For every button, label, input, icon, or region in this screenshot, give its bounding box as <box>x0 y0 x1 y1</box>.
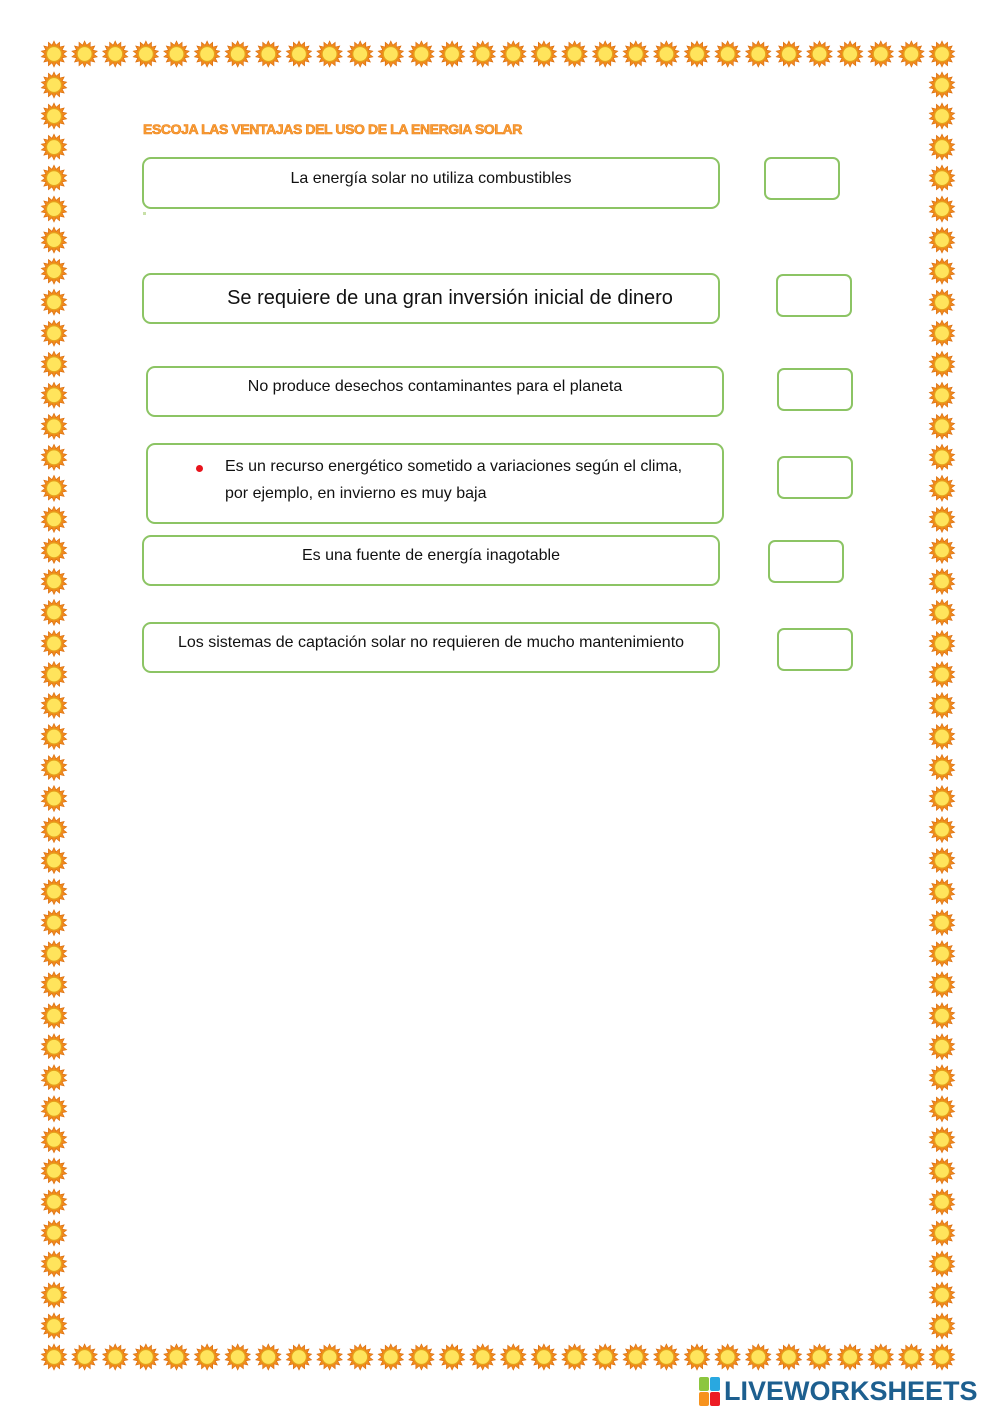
sun-icon <box>929 289 954 315</box>
sun-icon <box>715 41 740 67</box>
statement-text-3: No produce desechos contaminantes para el planeta <box>247 378 623 395</box>
sun-icon <box>41 972 66 998</box>
sun-icon <box>41 817 66 843</box>
sun-icon <box>929 1220 954 1246</box>
answer-box-4[interactable] <box>777 456 853 499</box>
sun-icon <box>41 289 66 315</box>
sun-icon <box>899 41 924 67</box>
sun-icon <box>133 41 158 67</box>
liveworksheets-logo-icon <box>699 1377 721 1407</box>
sun-icon <box>868 41 893 67</box>
sun-icon <box>929 103 954 129</box>
sun-icon <box>194 41 219 67</box>
sun-icon <box>776 1344 801 1370</box>
sun-icon <box>72 41 97 67</box>
sun-icon <box>41 879 66 905</box>
sun-icon <box>41 134 66 160</box>
sun-icon <box>838 1344 863 1370</box>
sun-icon <box>41 382 66 408</box>
sun-icon <box>929 1034 954 1060</box>
sun-icon <box>317 1344 342 1370</box>
sun-icon <box>654 1344 679 1370</box>
page-title: ESCOJA LAS VENTAJAS DEL USO DE LA ENERGIA SOLAR <box>143 121 522 137</box>
sun-icon <box>807 41 832 67</box>
sun-icon <box>929 568 954 594</box>
sun-icon <box>41 1251 66 1277</box>
sun-icon <box>899 1344 924 1370</box>
statement-box-3 <box>146 366 724 417</box>
sun-icon <box>623 41 648 67</box>
sun-icon <box>929 693 954 719</box>
sun-icon <box>929 134 954 160</box>
sun-icon <box>41 693 66 719</box>
sun-icon <box>225 41 250 67</box>
answer-box-6[interactable] <box>777 628 853 671</box>
sun-icon <box>929 258 954 284</box>
sun-icon <box>439 1344 464 1370</box>
sun-icon <box>715 1344 740 1370</box>
sun-icon <box>593 41 618 67</box>
sun-icon <box>684 41 709 67</box>
statement-box-4 <box>146 443 724 524</box>
sun-icon <box>41 568 66 594</box>
sun-icon <box>164 41 189 67</box>
sun-icon <box>41 227 66 253</box>
liveworksheets-logo <box>699 1376 978 1407</box>
sun-icon <box>929 1344 954 1370</box>
sun-icon <box>929 724 954 750</box>
sun-icon <box>439 41 464 67</box>
sun-icon <box>41 662 66 688</box>
sun-icon <box>929 1065 954 1091</box>
sun-icon <box>531 1344 556 1370</box>
sun-icon <box>41 413 66 439</box>
sun-icon <box>776 41 801 67</box>
sun-icon <box>929 786 954 812</box>
sun-icon <box>929 1096 954 1122</box>
sun-icon <box>838 41 863 67</box>
sun-icon <box>929 72 954 98</box>
sun-icon <box>409 41 434 67</box>
sun-icon <box>654 41 679 67</box>
sun-icon <box>317 41 342 67</box>
sun-icon <box>41 320 66 346</box>
sun-icon <box>41 786 66 812</box>
sun-icon <box>929 1189 954 1215</box>
sun-icon <box>164 1344 189 1370</box>
sun-icon <box>41 1220 66 1246</box>
stray-mark <box>143 212 146 215</box>
sun-icon <box>41 1189 66 1215</box>
answer-box-3[interactable] <box>777 368 853 411</box>
sun-icon <box>929 599 954 625</box>
sun-icon <box>41 351 66 377</box>
sun-icon <box>103 1344 128 1370</box>
sun-icon <box>41 444 66 470</box>
statement-text-6: Los sistemas de captación solar no requieren de mucho mantenimiento <box>177 634 685 651</box>
sun-icon <box>256 1344 281 1370</box>
sun-icon <box>41 258 66 284</box>
sun-icon <box>41 724 66 750</box>
sun-icon <box>286 1344 311 1370</box>
sun-icon <box>41 755 66 781</box>
statement-box-1 <box>142 157 720 209</box>
sun-icon <box>929 382 954 408</box>
sun-icon <box>929 1158 954 1184</box>
sun-icon <box>41 941 66 967</box>
sun-icon <box>929 879 954 905</box>
sun-icon <box>929 444 954 470</box>
sun-icon <box>41 72 66 98</box>
sun-icon <box>746 41 771 67</box>
sun-icon <box>72 1344 97 1370</box>
sun-icon <box>929 1127 954 1153</box>
statement-box-5 <box>142 535 720 586</box>
statement-text-4-line1: Es un recurso energético sometido a variaciones según el clima, <box>225 458 683 475</box>
sun-icon <box>41 1313 66 1339</box>
sun-icon <box>746 1344 771 1370</box>
statement-text-5: Es una fuente de energía inagotable <box>302 547 560 564</box>
sun-icon <box>41 1282 66 1308</box>
sun-icon <box>929 41 954 67</box>
sun-icon <box>41 475 66 501</box>
sun-icon <box>133 1344 158 1370</box>
sun-icon <box>929 165 954 191</box>
statement-text-2: Se requiere de una gran inversión inicial de dinero <box>227 287 673 309</box>
sun-icon <box>409 1344 434 1370</box>
sun-icon <box>562 1344 587 1370</box>
sun-icon <box>378 1344 403 1370</box>
sun-icon <box>41 1344 66 1370</box>
sun-icon <box>929 196 954 222</box>
sun-icon <box>929 413 954 439</box>
answer-box-2[interactable] <box>776 274 852 317</box>
sun-icon <box>103 41 128 67</box>
sun-icon <box>41 1003 66 1029</box>
sun-icon <box>929 320 954 346</box>
sun-icon <box>41 1127 66 1153</box>
sun-icon <box>562 41 587 67</box>
sun-icon <box>929 227 954 253</box>
sun-icon <box>501 41 526 67</box>
sun-icon <box>929 351 954 377</box>
answer-box-5[interactable] <box>768 540 844 583</box>
sun-icon <box>194 1344 219 1370</box>
sun-icon <box>41 910 66 936</box>
sun-icon <box>929 662 954 688</box>
statement-box-2 <box>142 273 720 324</box>
sun-icon <box>41 196 66 222</box>
sun-icon <box>929 1003 954 1029</box>
sun-icon <box>41 165 66 191</box>
brand-name: LIVEWORKSHEETS <box>724 1376 978 1406</box>
sun-icon <box>470 41 495 67</box>
sun-icon <box>684 1344 709 1370</box>
statement-text-1: La energía solar no utiliza combustibles <box>290 170 572 187</box>
sun-icon <box>929 941 954 967</box>
sun-icon <box>286 41 311 67</box>
sun-icon <box>41 537 66 563</box>
sun-icon <box>41 41 66 67</box>
sun-icon <box>929 537 954 563</box>
sun-icon <box>929 817 954 843</box>
sun-icon <box>470 1344 495 1370</box>
sun-icon <box>41 599 66 625</box>
sun-icon <box>807 1344 832 1370</box>
sun-icon <box>41 103 66 129</box>
sun-icon <box>501 1344 526 1370</box>
sun-icon <box>225 1344 250 1370</box>
sun-icon <box>41 1034 66 1060</box>
sun-icon <box>593 1344 618 1370</box>
sun-icon <box>929 1282 954 1308</box>
answer-box-1[interactable] <box>764 157 840 200</box>
sun-icon <box>929 848 954 874</box>
statement-box-6 <box>142 622 720 673</box>
sun-icon <box>41 631 66 657</box>
sun-icon <box>929 972 954 998</box>
sun-icon <box>378 41 403 67</box>
sun-icon <box>531 41 556 67</box>
sun-icon <box>41 1096 66 1122</box>
sun-icon <box>868 1344 893 1370</box>
sun-icon <box>41 848 66 874</box>
sun-icon <box>256 41 281 67</box>
bullet-icon <box>196 465 203 472</box>
sun-icon <box>348 41 373 67</box>
sun-icon <box>623 1344 648 1370</box>
sun-icon <box>348 1344 373 1370</box>
statement-text-4-line2: por ejemplo, en invierno es muy baja <box>225 485 487 502</box>
sun-icon <box>929 475 954 501</box>
sun-icon <box>41 1158 66 1184</box>
sun-icon <box>929 910 954 936</box>
sun-icon <box>929 631 954 657</box>
sun-icon <box>929 755 954 781</box>
sun-icon <box>929 1313 954 1339</box>
sun-icon <box>929 1251 954 1277</box>
sun-icon <box>41 506 66 532</box>
sun-icon <box>41 1065 66 1091</box>
sun-icon <box>929 506 954 532</box>
